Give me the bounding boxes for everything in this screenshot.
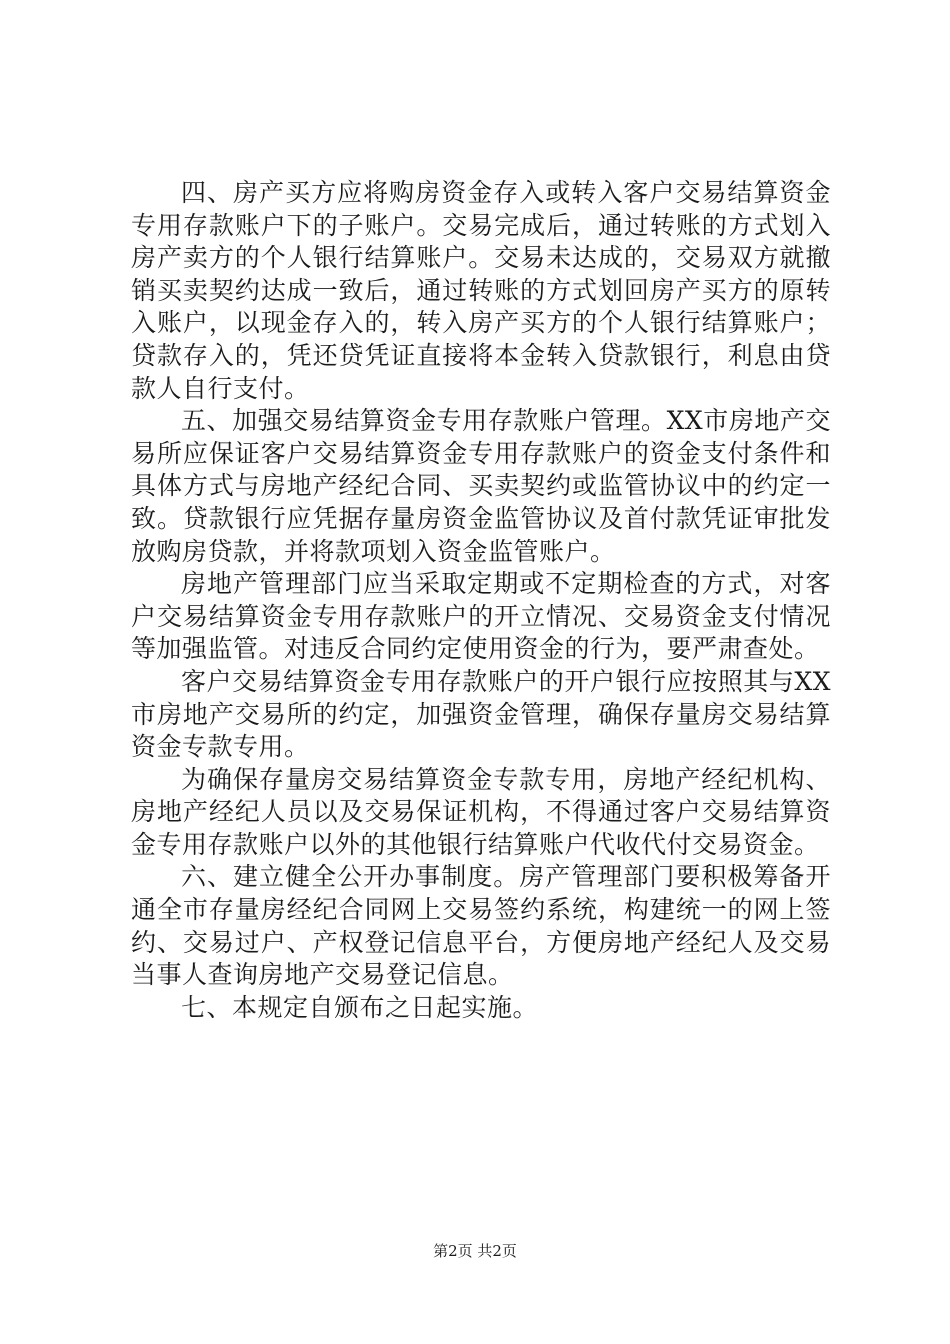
paragraph-bank-management: 客户交易结算资金专用存款账户的开户银行应按照其与XX市房地产交易所的约定，加强资金管理，确保存量房交易结算资金专款专用。 — [131, 666, 831, 762]
document-body — [131, 177, 831, 1024]
paragraph-four: 四、房产买方应将购房资金存入或转入客户交易结算资金专用存款账户下的子账户。交易完成后，通过转账的方式划入房产卖方的个人银行结算账户。交易未达成的，交易双方就撤销买卖契约达成一致后，通过转账的方式划回房产买方的原转入账户，以现金存入的，转入房产买方的个人银行结算账户；贷款存入的，凭还贷凭证直接将本金转入贷款银行，利息由贷款人自行支付。 — [131, 178, 831, 403]
page-number-label: 第2页 共2页 — [433, 1242, 517, 1260]
page-footer — [0, 1241, 950, 1261]
paragraph-five: 五、加强交易结算资金专用存款账户管理。XX市房地产交易所应保证客户交易结算资金专用存款账户的资金支付条件和具体方式与房地产经纪合同、买卖契约或监管协议中的约定一致。贷款银行应凭据存量房资金监管协议及首付款凭证审批发放购房贷款，并将款项划入资金监管账户。 — [131, 406, 831, 566]
paragraph-six: 六、建立健全公开办事制度。房产管理部门要积极筹备开通全市存量房经纪合同网上交易签约系统，构建统一的网上签约、交易过户、产权登记信息平台，方便房地产经纪人及交易当事人查询房地产交易登记信息。 — [131, 862, 831, 990]
paragraph-earmarked-funds: 为确保存量房交易结算资金专款专用，房地产经纪机构、房地产经纪人员以及交易保证机构，不得通过客户交易结算资金专用存款账户以外的其他银行结算账户代收代付交易资金。 — [131, 764, 831, 859]
paragraph-seven: 七、本规定自颁布之日起实施。 — [181, 992, 539, 1022]
paragraph-supervision: 房地产管理部门应当采取定期或不定期检查的方式，对客户交易结算资金专用存款账户的开立情况、交易资金支付情况等加强监管。对违反合同约定使用资金的行为，要严肃查处。 — [131, 569, 831, 664]
